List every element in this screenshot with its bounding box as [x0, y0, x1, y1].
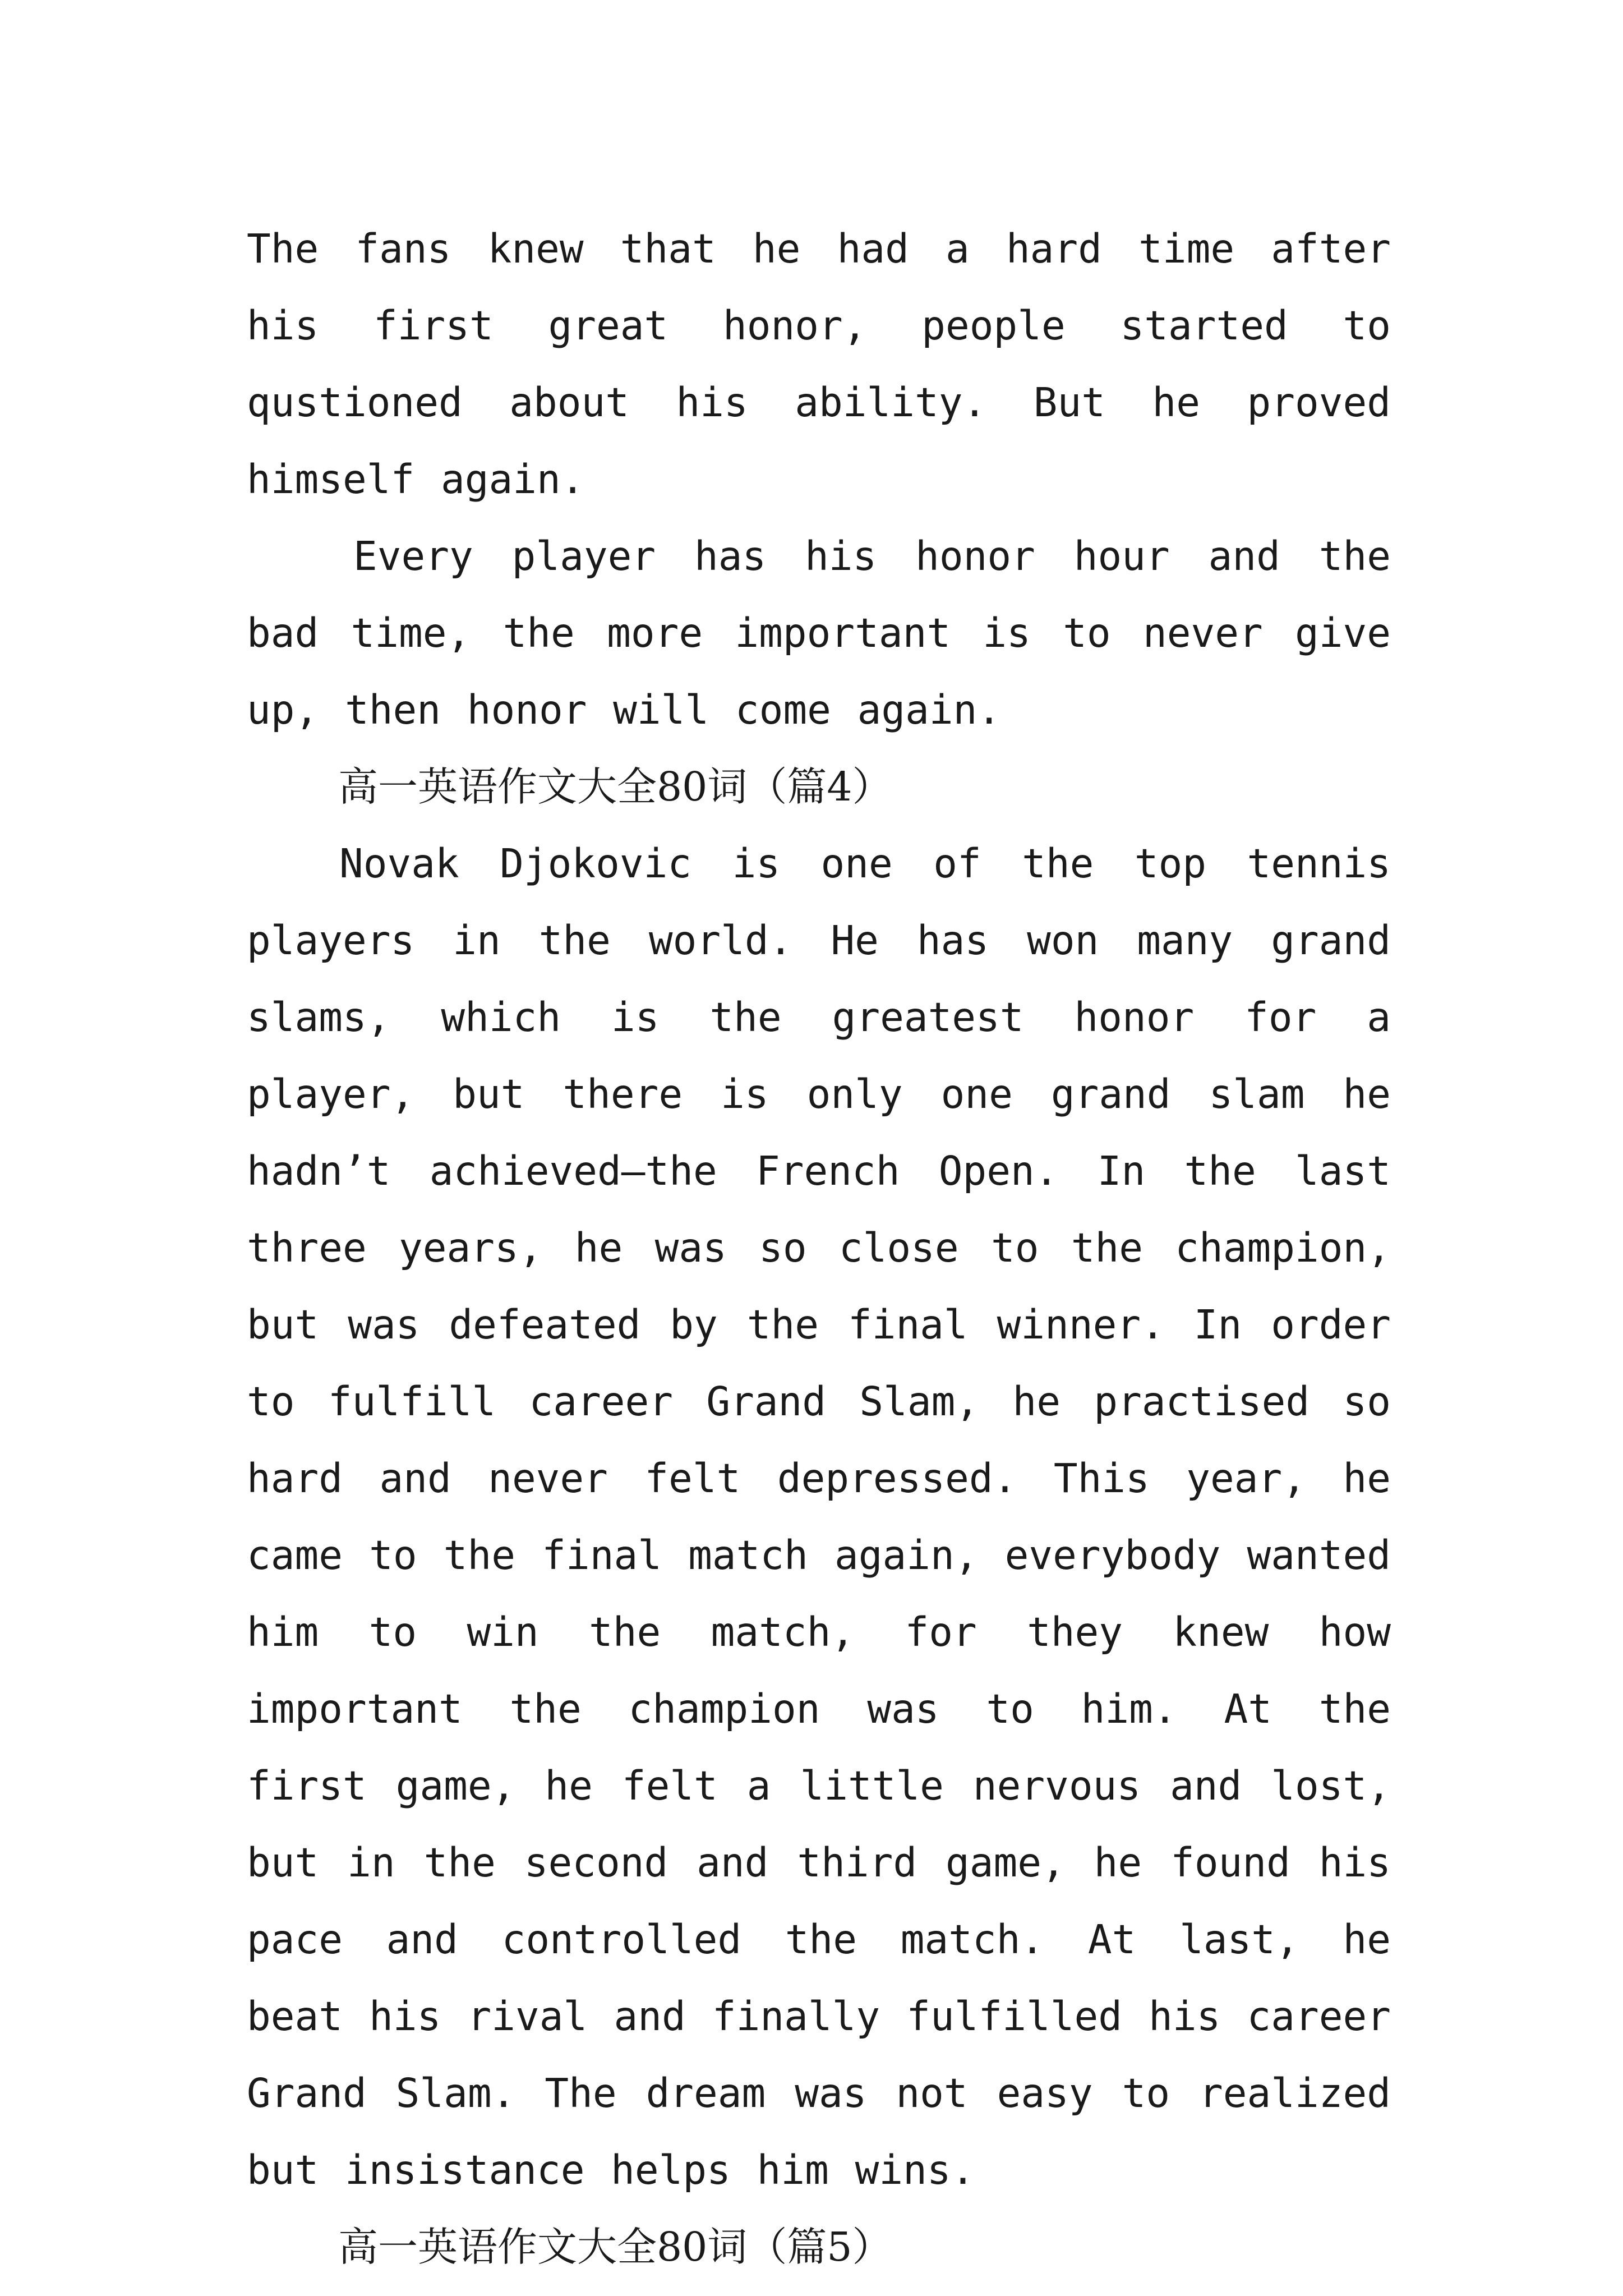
section-heading-4: 高一英语作文大全80词（篇4） — [338, 763, 892, 810]
paragraph-djokovic: Novak Djokovic is one of the top tennis players in the world. He has won many grand slams, which is the greatest honor for a player, but there is only one grand slam he hadn’t achieved—the French Open. In the last three years, he was so close to the champion, but was defeated by the final winner. In order to fulfill career Grand Slam, he practised so hard and never felt depressed. This year, he came to the final match again, everybody wanted him to win the match, for they knew how important the champion was to him. At the first game, he felt a little nervous and lost, but in the second and third game, he found his pace and controlled the match. At last, he beat his rival and finally fulfilled his career Grand Slam. The dream was not easy to realized but insistance helps him wins. — [247, 840, 1391, 2193]
section-heading-5: 高一英语作文大全80词（篇5） — [338, 2224, 892, 2270]
paragraph-every-player: Every player has his honor hour and the bad time, the more important is to never give up, then honor will come again. — [247, 533, 1391, 733]
paragraph-fans: The fans knew that he had a hard time after his first great honor, people started to qustioned about his ability. But he proved himself again. — [247, 226, 1391, 503]
document-body — [247, 210, 1391, 2285]
